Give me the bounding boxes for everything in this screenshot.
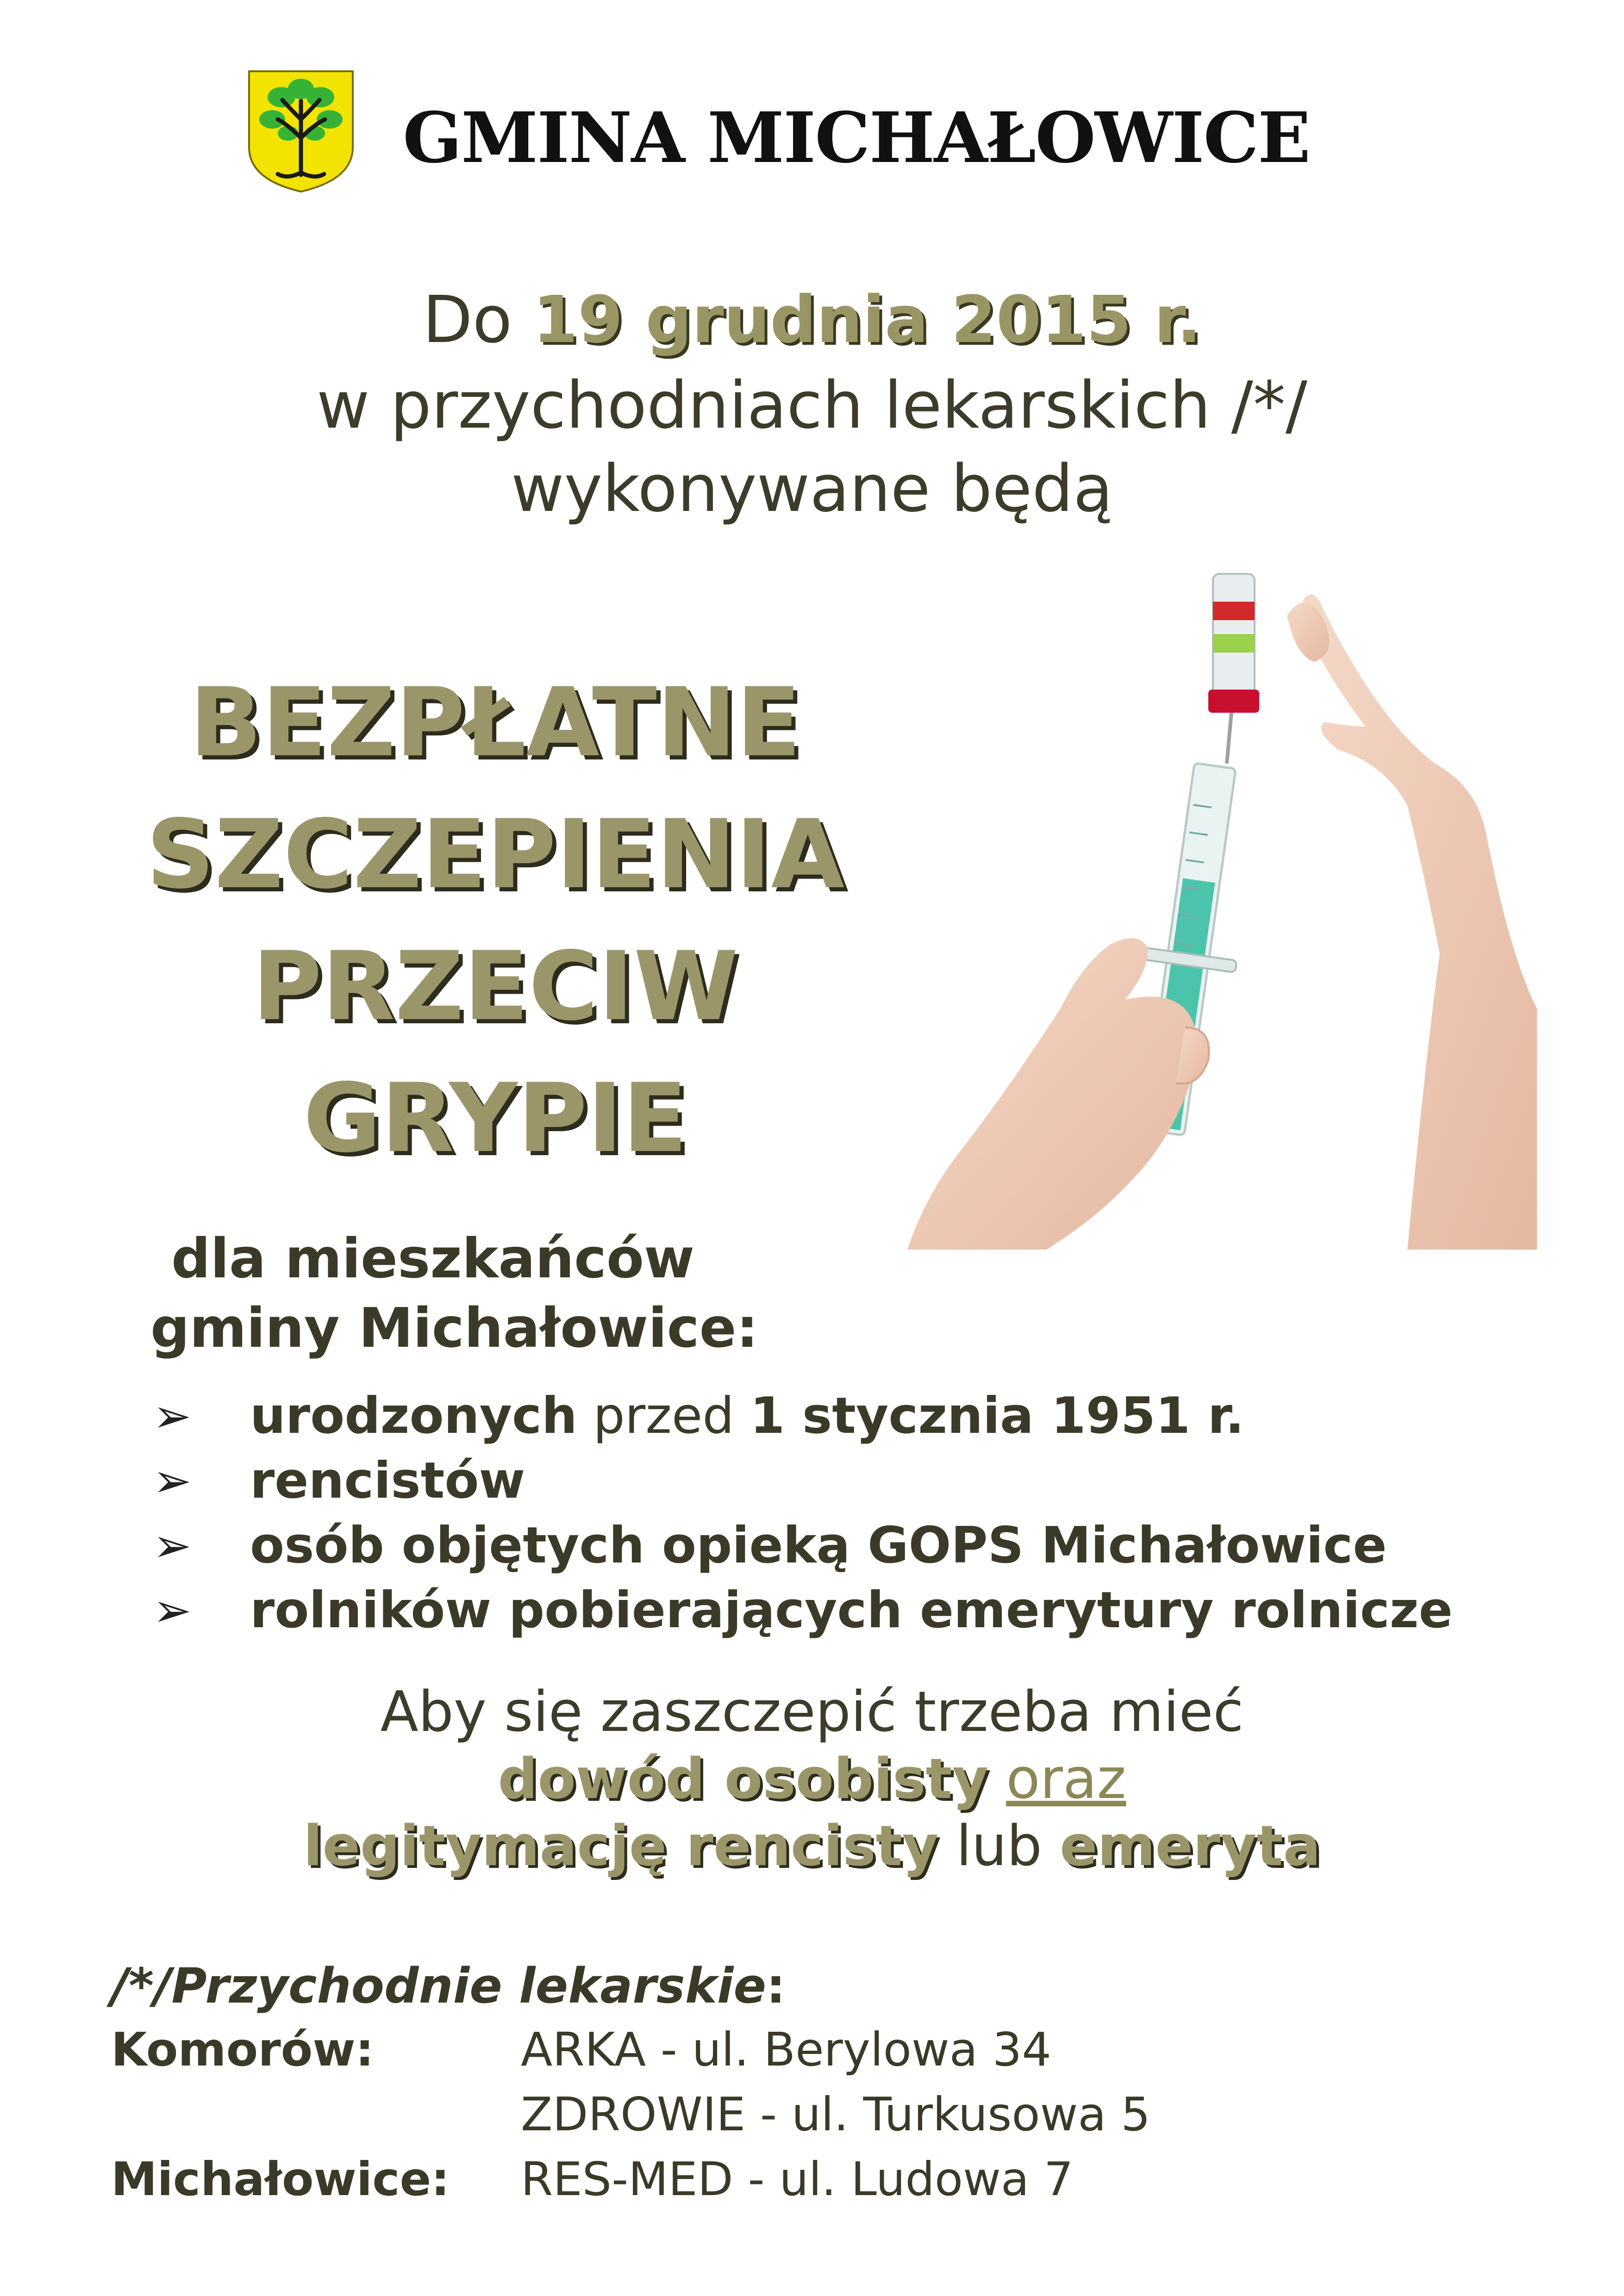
intro-line-clinics: w przychodniach lekarskich /*/ [316, 368, 1308, 443]
coat-of-arms-tree-icon [245, 68, 356, 193]
requirements-intro: Aby się zaszczepić trzeba mieć [380, 1680, 1244, 1744]
clinics-heading-text: /*/Przychodnie lekarskie [111, 1958, 767, 2014]
requirements-line-id [0, 1747, 1624, 1811]
arrow-bullet-icon: ➢ [153, 1583, 192, 1637]
emeryta-text: emeryta [1060, 1814, 1321, 1879]
list-item-bold: urodzonych [250, 1387, 577, 1445]
residents-line-2: gminy Michałowice: [150, 1296, 758, 1360]
id-card-text: dowód osobisty [498, 1747, 989, 1811]
list-item-bold: rolników pobierających emerytury rolnicze [250, 1581, 1453, 1639]
clinic-address: ARKA - ul. Berylowa 34 [521, 2022, 1051, 2077]
arrow-bullet-icon: ➢ [153, 1454, 192, 1508]
clinic-town: Komorów: [111, 2022, 374, 2077]
clinic-address: ZDROWIE - ul. Turkusowa 5 [521, 2087, 1151, 2141]
intro-prefix: Do [422, 282, 533, 358]
arrow-bullet-icon: ➢ [153, 1389, 192, 1443]
list-item [153, 1449, 1588, 1513]
oraz-link[interactable]: oraz [1006, 1747, 1126, 1811]
headline-line-1: BEZPŁATNE [189, 668, 801, 778]
page-title: GMINA MICHAŁOWICE [403, 97, 1310, 179]
clinics-heading [111, 1958, 786, 2014]
legitimation-text: legitymację rencisty [303, 1814, 939, 1879]
clinic-town: Michałowice: [111, 2152, 450, 2206]
list-item-bold: rencistów [250, 1452, 525, 1510]
arrow-bullet-icon: ➢ [153, 1518, 192, 1573]
headline-line-3: PRZECIW [252, 932, 738, 1042]
list-item [153, 1513, 1588, 1578]
list-item [153, 1578, 1588, 1643]
syringe-vaccine-icon [907, 546, 1537, 1250]
list-item-bold: osób objętych opieką GOPS Michałowice [250, 1517, 1387, 1574]
headline-line-4: GRYPIE [303, 1064, 687, 1174]
list-item-normal: przed [577, 1387, 750, 1445]
eligibility-list [153, 1384, 1588, 1643]
deadline-date: 19 grudnia 2015 r. [532, 282, 1202, 358]
headline-line-2: SZCZEPIENIA [146, 800, 845, 910]
list-item-date: 1 stycznia 1951 r. [750, 1387, 1244, 1445]
clinics-heading-colon: : [766, 1958, 786, 2014]
intro-line-performed: wykonywane będą [511, 451, 1113, 527]
lub-text: lub [956, 1814, 1042, 1879]
intro-date-line [0, 282, 1624, 358]
clinic-address: RES-MED - ul. Ludowa 7 [521, 2152, 1074, 2206]
list-item [153, 1384, 1588, 1449]
residents-line-1: dla mieszkańców [171, 1226, 695, 1290]
requirements-line-legit [0, 1814, 1624, 1879]
